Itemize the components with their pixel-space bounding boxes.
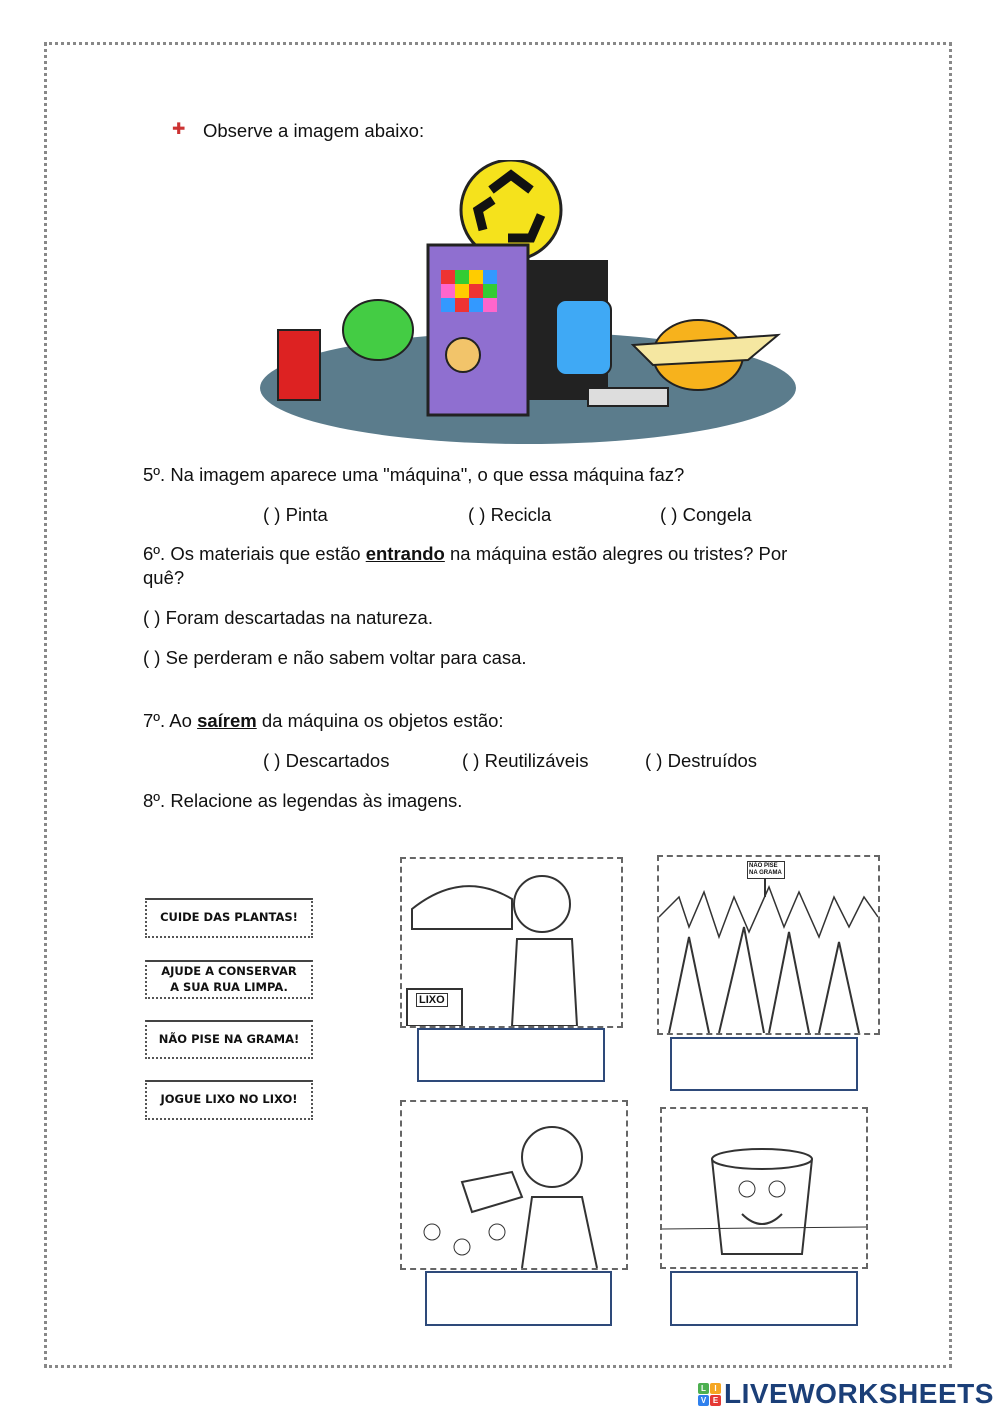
caption-nao-pise-grama: NÃO PISE NA GRAMA!: [145, 1020, 313, 1059]
q5-option-pinta[interactable]: ( ) Pinta: [263, 504, 328, 525]
q7-text: 7º. Ao: [143, 710, 198, 731]
liveworksheets-logo: [698, 1378, 994, 1410]
badge-letter: V: [698, 1395, 709, 1406]
question-5: 5º. Na imagem aparece uma "máquina", o que essa máquina faz?: [143, 464, 685, 485]
arrow-bullet-icon: ✚: [172, 121, 186, 138]
grass-sign-text: NÃO PISE NA GRAMA: [747, 861, 785, 879]
q7-option-reutilizaveis[interactable]: ( ) Reutilizáveis: [462, 750, 589, 771]
grass-characters-image: [657, 855, 880, 1035]
badge-letter: L: [698, 1383, 709, 1394]
trash-bin-label: LIXO: [416, 993, 448, 1007]
question-6-line2: quê?: [143, 567, 185, 588]
q5-option-recicla[interactable]: ( ) Recicla: [468, 504, 552, 525]
q6-option-2[interactable]: ( ) Se perderam e não sabem voltar para casa.: [143, 647, 527, 668]
q6-text-rest: na máquina estão alegres ou tristes? Por: [444, 543, 788, 564]
badge-letter: E: [710, 1395, 721, 1406]
smiling-trash-can-image: [660, 1107, 868, 1269]
q7-emphasis: saírem: [197, 710, 257, 731]
answer-box-3[interactable]: [425, 1271, 612, 1326]
logo-badge-icon: [698, 1383, 721, 1406]
question-6: [143, 543, 787, 565]
caption-cuide-das-plantas: CUIDE DAS PLANTAS!: [145, 898, 313, 938]
q5-option-congela[interactable]: ( ) Congela: [660, 504, 752, 525]
q6-text: 6º. Os materiais que estão: [143, 543, 366, 564]
question-7: [143, 710, 504, 732]
answer-box-4[interactable]: [670, 1271, 858, 1326]
girl-watering-plants-image: [400, 1100, 628, 1270]
recycling-machine-image: [258, 160, 798, 448]
q6-option-1[interactable]: ( ) Foram descartadas na natureza.: [143, 607, 433, 628]
boy-throwing-trash-image: [400, 857, 623, 1028]
answer-box-2[interactable]: [670, 1037, 858, 1091]
q7-text-rest: da máquina os objetos estão:: [256, 710, 504, 731]
logo-text: LIVEWORKSHEETS: [724, 1378, 994, 1409]
badge-letter: I: [710, 1383, 721, 1394]
q7-option-descartados[interactable]: ( ) Descartados: [263, 750, 390, 771]
question-8: 8º. Relacione as legendas às imagens.: [143, 790, 463, 811]
caption-jogue-lixo: JOGUE LIXO NO LIXO!: [145, 1080, 313, 1120]
caption-conserve-rua: AJUDE A CONSERVAR A SUA RUA LIMPA.: [145, 960, 313, 999]
q7-option-destruidos[interactable]: ( ) Destruídos: [645, 750, 758, 771]
q6-emphasis: entrando: [365, 543, 445, 564]
intro-text: Observe a imagem abaixo:: [203, 120, 425, 141]
answer-box-1[interactable]: [417, 1028, 605, 1082]
